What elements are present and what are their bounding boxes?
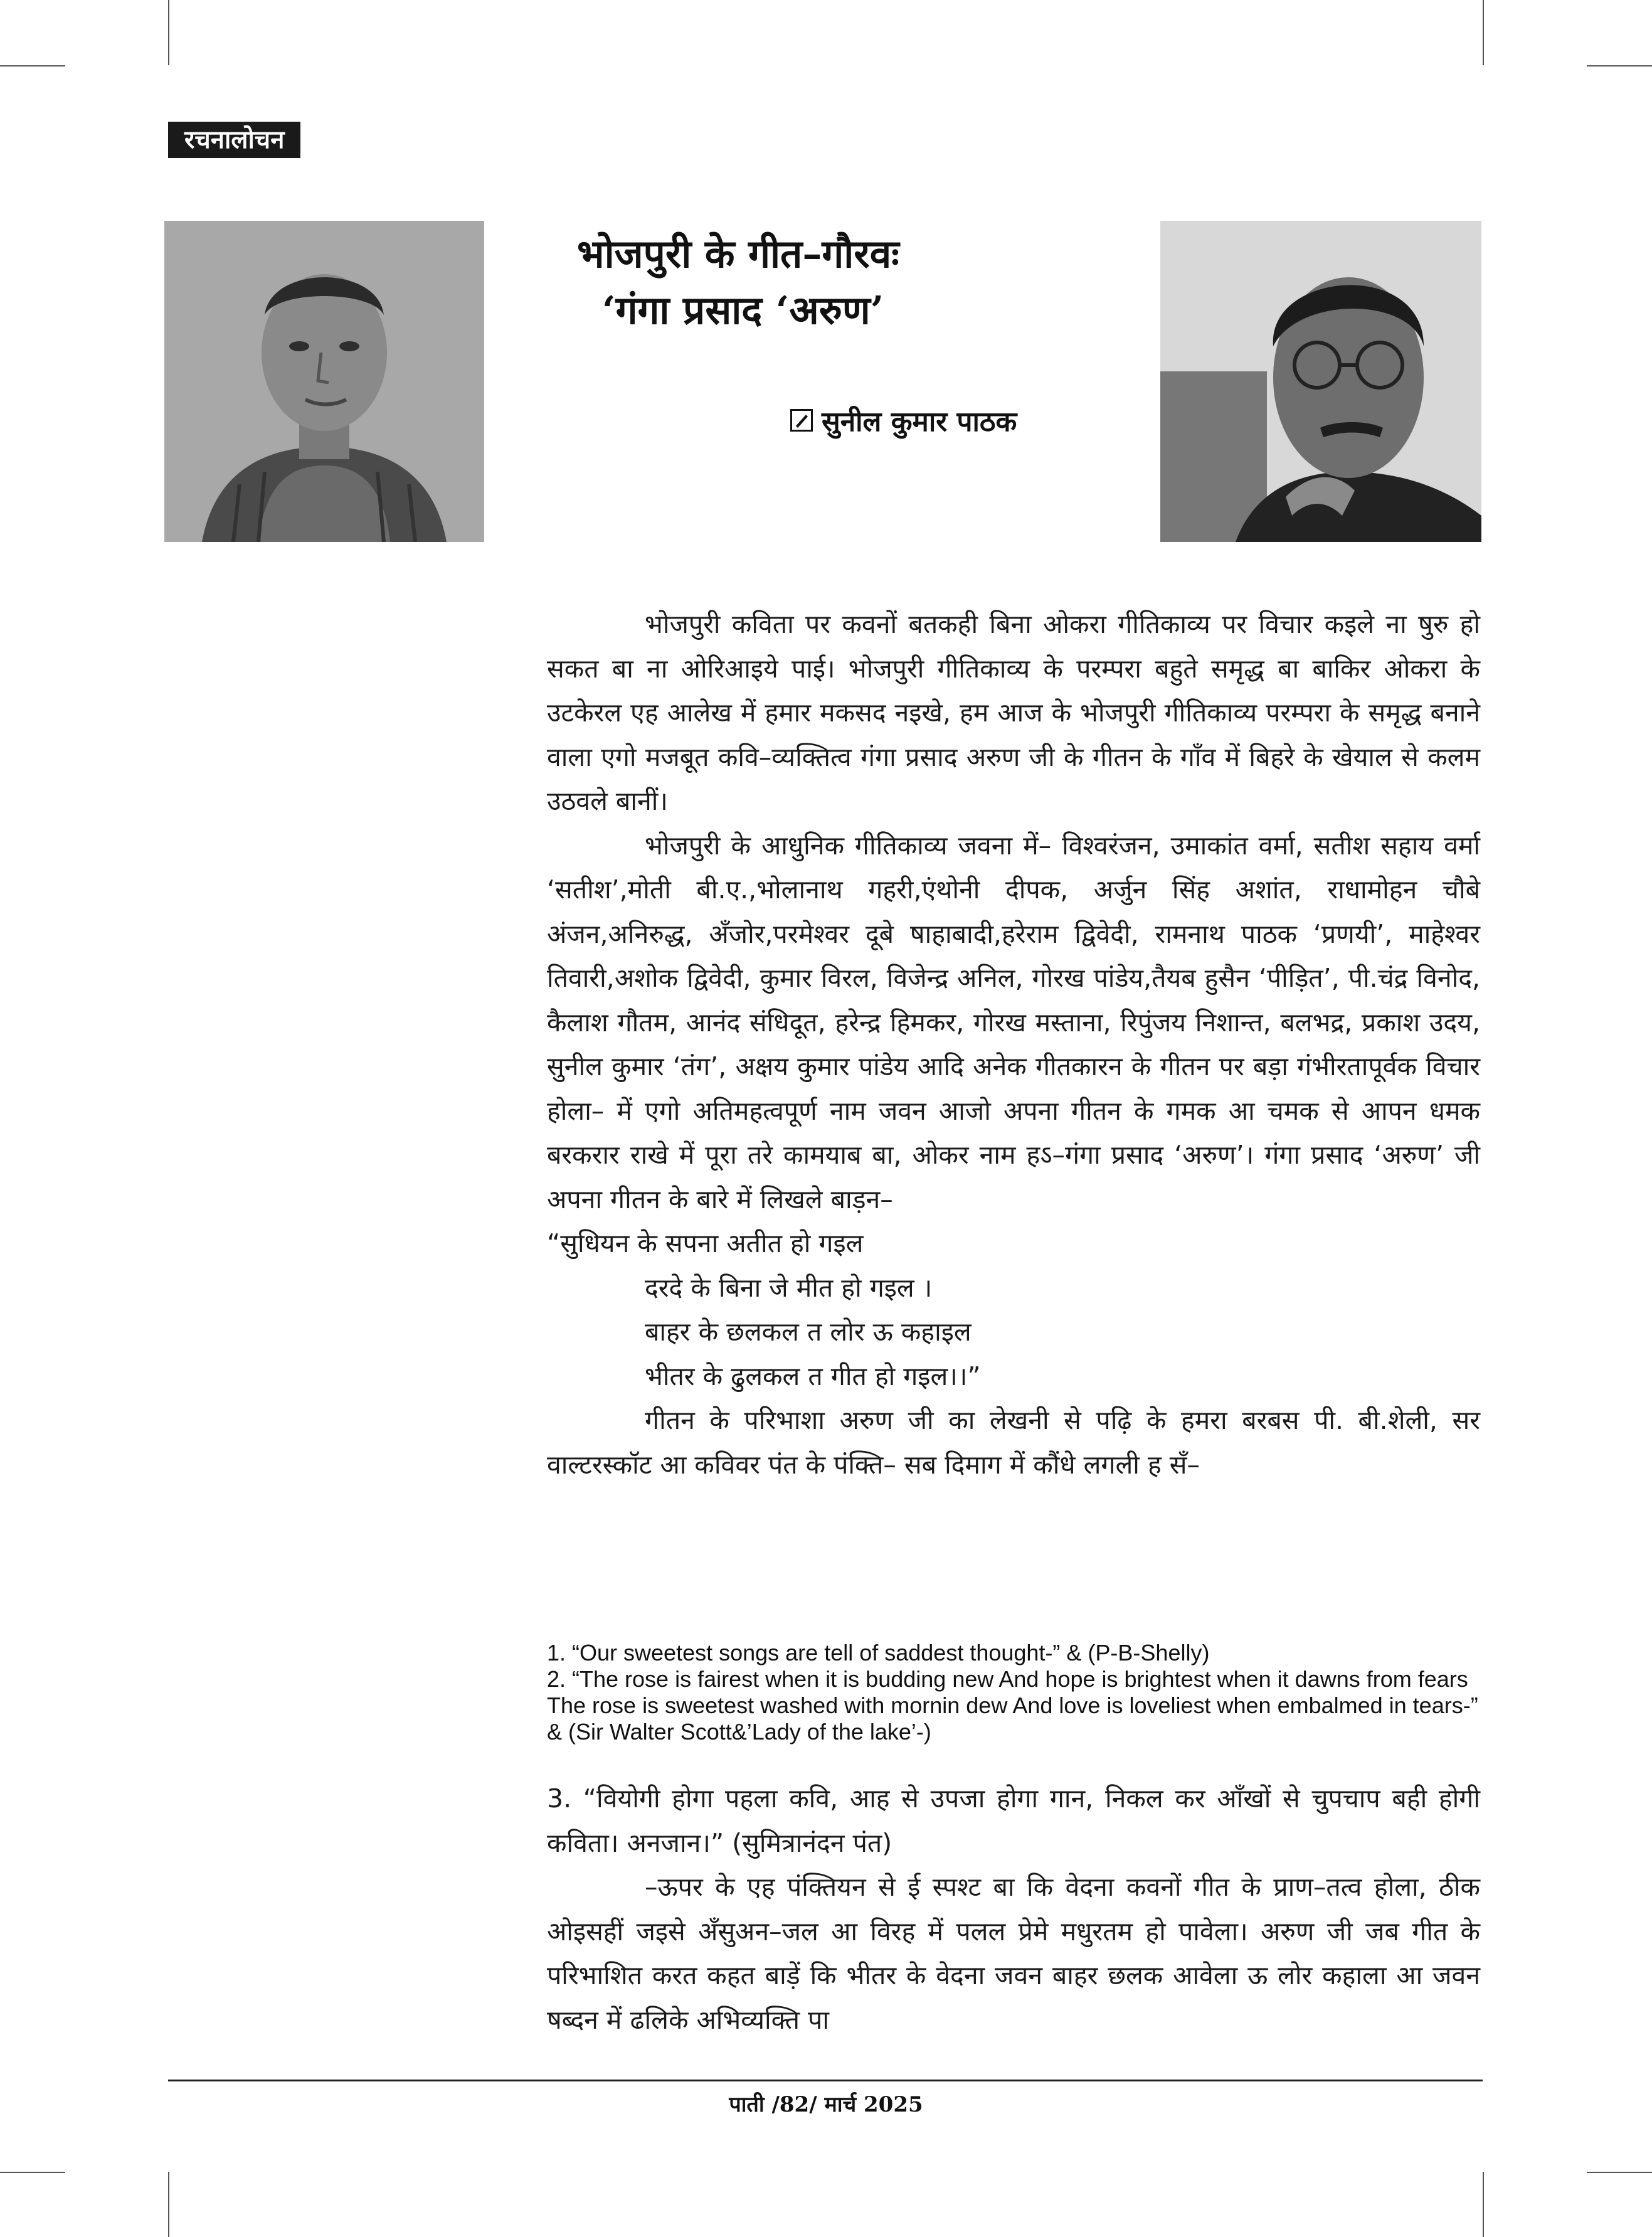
crop-mark — [0, 2172, 65, 2173]
author-portrait-left — [164, 221, 484, 542]
article-title — [577, 226, 1141, 339]
crop-mark — [1587, 65, 1652, 66]
paragraph-1: भोजपुरी कविता पर कवनों बतकही बिना ओकरा गीतिकाव्य पर विचार कइले ना षुरु हो सकत बा ना ओरिआइये पाई। भोजपुरी गीतिकाव्य के परम्परा बहुते समृद्ध बा बाकिर ओकरा के उटकेरल एह आलेख में हमार मकसद नइखे, हम आज के भोजपुरी गीतिकाव्य परम्परा के समृद्ध बनाने वाला एगो मजबूत कवि–व्यक्तित्व गंगा प्रसाद अरुण जी के गीतन के गाँव में बिहरे के खेयाल से कलम उठवले बानीं। — [547, 609, 1480, 816]
title-line-1: भोजपुरी के गीत–गौरवः — [577, 231, 899, 277]
crop-mark — [168, 0, 169, 65]
byline — [790, 401, 1017, 439]
poem-line: “सुधियन के सपना अतीत हो गइल — [547, 1228, 864, 1258]
paragraph-2: भोजपुरी के आधुनिक गीतिकाव्य जवना में– विश्वरंजन, उमाकांत वर्मा, सतीश सहाय वर्मा ‘सतीश’,मोती बी.ए.,भोलानाथ गहरी,एंथोनी दीपक, अर्जुन सिंह अशांत, राधामोहन चौबे अंजन,अनिरुद्ध, अँजोर,परमेश्वर दूबे षाहाबादी,हरेराम द्विवेदी, रामनाथ पाठक ‘प्रणयी’, माहेश्वर तिवारी,अशोक द्विवेदी, कुमार विरल, विजेन्द्र अनिल, गोरख पांडेय,तैयब हुसैन ‘पीड़ित’, पी.चंद्र विनोद, कैलाश गौतम, आनंद संधिदूत, हरेन्द्र हिमकर, गोरख मस्ताना, रिपुंजय निशान्त, बलभद्र, प्रकाश उदय, सुनील कुमार ‘तंग’, अक्षय कुमार पांडेय आदि अनेक गीतकारन के गीतन पर बड़ा गंभीरतापूर्वक विचार होला– में एगो अतिमहत्वपूर्ण नाम जवन आजो अपना गीतन के गमक आ चमक से आपन धमक बरकरार राखे में पूरा तरे कामयाब बा, ओकर नाम हऽ–गंगा प्रसाद ‘अरुण’। गंगा प्रसाद ‘अरुण’ जी अपना गीतन के बारे में लिखले बाड़न– — [547, 830, 1480, 1214]
poem-line: भीतर के ढुलकल त गीत हो गइल।।” — [645, 1361, 981, 1391]
article-body-continued — [547, 1777, 1480, 2042]
english-quote-1: 1. “Our sweetest songs are tell of saddest thought-” & (P-B-Shelly) — [547, 1640, 1210, 1666]
paragraph-4: –ऊपर के एह पंक्तियन से ई स्पश्ट बा कि वेदना कवनों गीत के प्राण–तत्व होला, ठीक ओइसहीं जइसे अँसुअन–जल आ विरह में पलल प्रेमे मधुरतम हो पावेला। अरुण जी जब गीत के परिभाशित करत कहत बाड़ें कि भीतर के वेदना जवन बाहर छलक आवेला ऊ लोर कहाला आ जवन षब्दन में ढलिके अभिव्यक्ति पा — [547, 1872, 1480, 2035]
pen-icon — [790, 409, 813, 432]
crop-mark — [1483, 0, 1484, 65]
page-footer: पाती /82/ मार्च 2025 — [729, 2092, 923, 2117]
quote-3: 3. “वियोगी होगा पहला कवि, आह से उपजा होगा गान, निकल कर आँखों से चुपचाप बही होगी कविता। अनजान।” (सुमित्रानंदन पंत) — [547, 1783, 1480, 1858]
crop-mark — [168, 2172, 169, 2237]
section-tag: रचनालोचन — [168, 122, 300, 158]
crop-mark — [1483, 2172, 1484, 2237]
paragraph-3: गीतन के परिभाशा अरुण जी का लेखनी से पढ़ि के हमरा बरबस पी. बी.शेली, सर वाल्टरस्कॉट आ कविवर पंत के पंक्ति– सब दिमाग में कौंधे लगली ह सँ– — [547, 1405, 1480, 1480]
author-portrait-right — [1160, 221, 1481, 542]
poem-line: बाहर के छलकल त लोर ऊ कहाइल — [645, 1317, 972, 1347]
crop-mark — [0, 65, 65, 66]
english-quote-2: 2. “The rose is fairest when it is budding new And hope is brightest when it dawns from fears The rose is sweetest washed with mornin dew And love is loveliest when embalmed in tears-” & (Sir Walter Scott&’Lady of the lake’-) — [547, 1666, 1478, 1745]
crop-mark — [1587, 2172, 1652, 2173]
author-name: सुनील कुमार पाठक — [822, 406, 1017, 438]
poem-line: दरदे के बिना जे मीत हो गइल । — [645, 1272, 933, 1303]
title-line-2: ‘गंगा प्रसाद ‘अरुण’ — [602, 287, 884, 333]
article-body — [547, 602, 1480, 1487]
footer-rule — [168, 2080, 1483, 2081]
